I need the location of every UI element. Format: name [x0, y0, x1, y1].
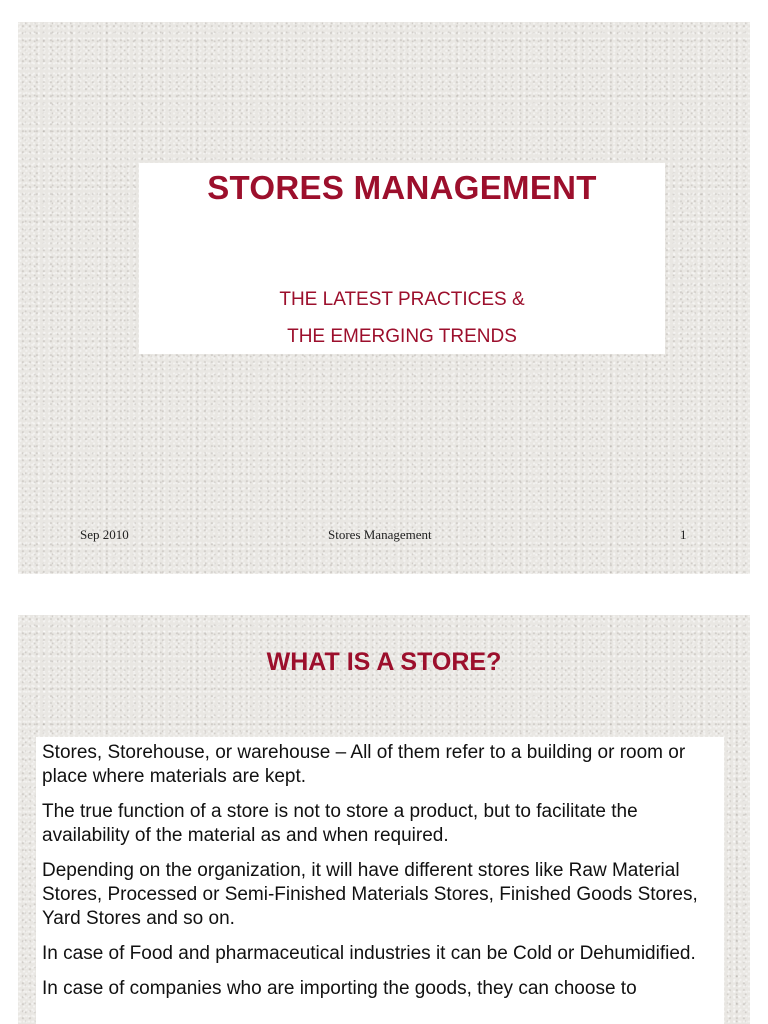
footer-page-number: 1 [680, 527, 687, 542]
slide-title: WHAT IS A STORE? [266, 648, 502, 676]
paragraph: Stores, Storehouse, or warehouse – All of them refer to a building or room or place where materials are kept. [42, 742, 686, 787]
content-box [36, 737, 724, 1024]
paragraph: Depending on the organization, it will have different stores like Raw Material Stores, Processed or Semi-Finished Materials Stores, Finished Goods Stores, Yard Stores and so on. [42, 860, 698, 929]
subtitle-line-2: THE EMERGING TRENDS [287, 326, 517, 347]
title-box [139, 163, 665, 354]
paragraph: The true function of a store is not to store a product, but to facilitate the availability of the material as and when required. [42, 801, 638, 846]
slide-1 [18, 22, 750, 574]
subtitle-line-1: THE LATEST PRACTICES & [279, 289, 525, 310]
slide-title: STORES MANAGEMENT [207, 169, 597, 206]
paragraph: In case of Food and pharmaceutical industries it can be Cold or Dehumidified. [42, 943, 696, 964]
slide-2 [18, 615, 750, 1024]
footer-date: Sep 2010 [80, 527, 129, 542]
footer-title: Stores Management [328, 527, 432, 542]
paragraph: In case of companies who are importing the goods, they can choose to [42, 978, 637, 999]
